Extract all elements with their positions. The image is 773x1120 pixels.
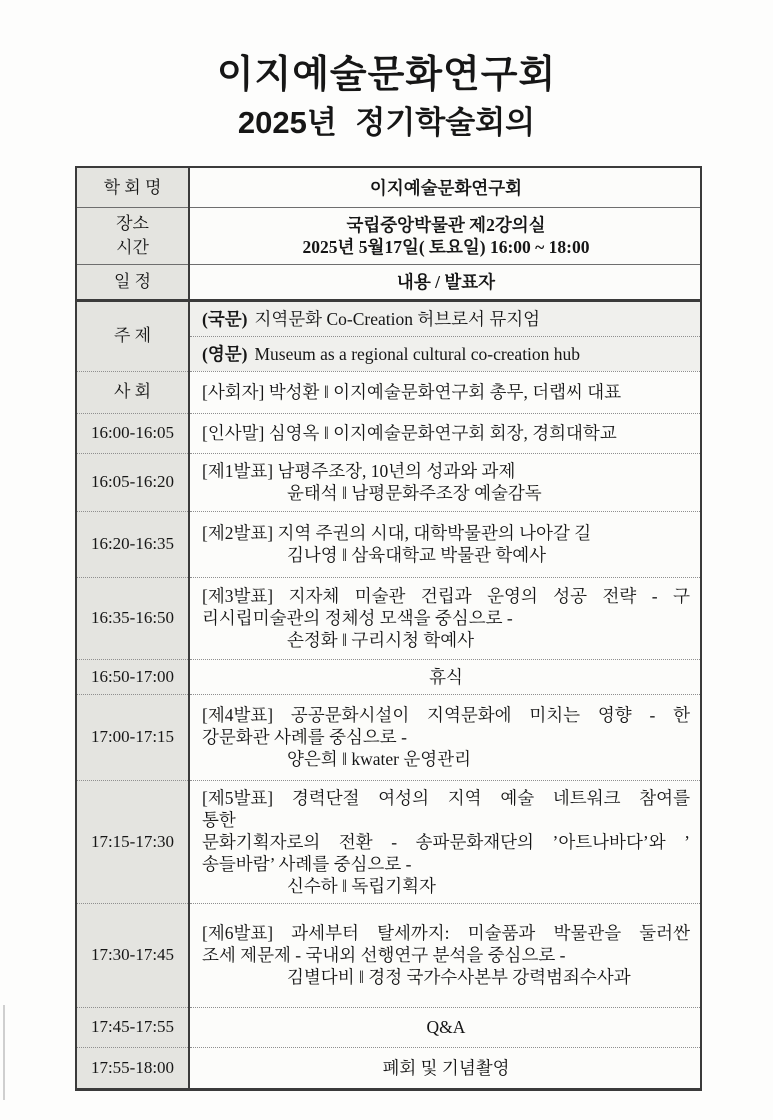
- place-time-value: [189, 207, 701, 264]
- presenter-text: 김별다비 ‖ 경정 국가수사본부 강력범죄수사과: [287, 967, 631, 988]
- table-row-presentation-6: [76, 903, 701, 1007]
- session-text: [제2발표] 지역 주권의 시대, 대학박물관의 나아갈 길: [202, 523, 592, 544]
- table-row-presentation-4: [76, 694, 701, 780]
- content-cell: [189, 780, 701, 903]
- time-cell: 17:00-17:15: [76, 694, 189, 780]
- time-value-line: 2025년 5월17일( 토요일) 16:00 ~ 18:00: [302, 236, 590, 257]
- content-cell: [189, 694, 701, 780]
- session-text: [인사말] 심영옥 ‖ 이지예술문화연구회 회장, 경희대학교: [202, 423, 617, 444]
- time-cell: 17:45-17:55: [76, 1007, 189, 1047]
- time-cell: 16:05-16:20: [76, 453, 189, 511]
- topic-english-cell: [189, 336, 701, 371]
- session-text: [제6발표] 과세부터 탈세까지: 미술품과 박물관을 둘러싼: [202, 923, 690, 944]
- photo-edge-artifact: [3, 1005, 5, 1100]
- topic-english-text: Museum as a regional cultural co-creation hub: [254, 343, 581, 364]
- session-text: 통한: [202, 809, 236, 830]
- time-cell: 16:50-17:00: [76, 659, 189, 694]
- document-title: [0, 0, 773, 142]
- session-text: [제1발표] 남평주조장, 10년의 성과와 과제: [202, 461, 516, 482]
- agenda-label: 일 정: [76, 264, 189, 300]
- session-text: 강문화관 사례를 중심으로 -: [202, 727, 407, 748]
- topic-korean-cell: [189, 300, 701, 336]
- table-row-agenda-header: [76, 264, 701, 300]
- session-text: 문화기획자로의 전환 - 송파문화재단의 ’아트나바다’와 ’: [202, 831, 690, 852]
- topic-korean-text: 지역문화 Co-Creation 허브로서 뮤지엄: [254, 308, 541, 329]
- table-row-presentation-2: [76, 511, 701, 577]
- time-cell: 17:15-17:30: [76, 780, 189, 903]
- table-row-presentation-1: [76, 453, 701, 511]
- table-row-presentation-5: [76, 780, 701, 903]
- session-text: [제4발표] 공공문화시설이 지역문화에 미치는 영향 - 한: [202, 705, 690, 726]
- place-value-line: 국립중앙박물관 제2강의실: [346, 214, 546, 235]
- time-cell: 17:30-17:45: [76, 903, 189, 1007]
- table-row-society: [76, 167, 701, 207]
- moderator-cell: [사회자] 박성환 ‖ 이지예술문화연구회 총무, 더랩씨 대표: [189, 371, 701, 413]
- table-row-break: [76, 659, 701, 694]
- society-value: 이지예술문화연구회: [189, 167, 701, 207]
- presenter-text: 양은희 ‖ kwater 운영관리: [287, 749, 471, 770]
- content-cell: 폐회 및 기념촬영: [189, 1047, 701, 1089]
- session-text: 리시립미술관의 정체성 모색을 중심으로 -: [202, 608, 513, 629]
- table-row-place-time: [76, 207, 701, 264]
- content-cell: [189, 903, 701, 1007]
- session-text: [제3발표] 지자체 미술관 건립과 운영의 성공 전략 - 구: [202, 586, 690, 607]
- moderator-label: 사 회: [76, 371, 189, 413]
- presenter-text: 김나영 ‖ 삼육대학교 박물관 학예사: [287, 545, 547, 566]
- table-row-topic-korean: [76, 300, 701, 336]
- topic-korean-prefix: (국문): [202, 308, 248, 329]
- topic-english-prefix: (영문): [202, 343, 248, 364]
- time-cell: 17:55-18:00: [76, 1047, 189, 1089]
- content-cell: [189, 413, 701, 453]
- place-time-label: [76, 207, 189, 264]
- society-label: 학 회 명: [76, 167, 189, 207]
- session-text: [제5발표] 경력단절 여성의 지역 예술 네트워크 참여를: [202, 787, 690, 808]
- table-row-moderator: [76, 371, 701, 413]
- session-text: 조세 제문제 - 국내외 선행연구 분석을 중심으로 -: [202, 945, 566, 966]
- presenter-text: 손정화 ‖ 구리시청 학예사: [287, 630, 475, 651]
- place-label-line: 장소: [116, 213, 149, 233]
- time-cell: 16:35-16:50: [76, 577, 189, 659]
- table-row-presentation-3: [76, 577, 701, 659]
- table-row-qna: [76, 1007, 701, 1047]
- content-cell: [189, 511, 701, 577]
- table-row-greeting: [76, 413, 701, 453]
- time-cell: 16:20-16:35: [76, 511, 189, 577]
- content-cell: 휴식: [189, 659, 701, 694]
- time-label-line: 시간: [116, 237, 149, 257]
- page-title: 이지예술문화연구회: [216, 54, 557, 96]
- agenda-value: 내용 / 발표자: [189, 264, 701, 300]
- content-cell: [189, 453, 701, 511]
- program-table: [75, 166, 702, 1091]
- content-cell: [189, 577, 701, 659]
- page-subtitle: 2025년 정기학술회의: [237, 104, 536, 140]
- presenter-text: 윤태석 ‖ 남평문화주조장 예술감독: [287, 483, 542, 504]
- time-cell: 16:00-16:05: [76, 413, 189, 453]
- topic-label: 주 제: [76, 300, 189, 371]
- presenter-text: 신수하 ‖ 독립기획자: [287, 875, 436, 896]
- session-text: 송들바람’ 사례를 중심으로 -: [202, 853, 412, 874]
- content-cell: Q&A: [189, 1007, 701, 1047]
- table-row-closing: [76, 1047, 701, 1089]
